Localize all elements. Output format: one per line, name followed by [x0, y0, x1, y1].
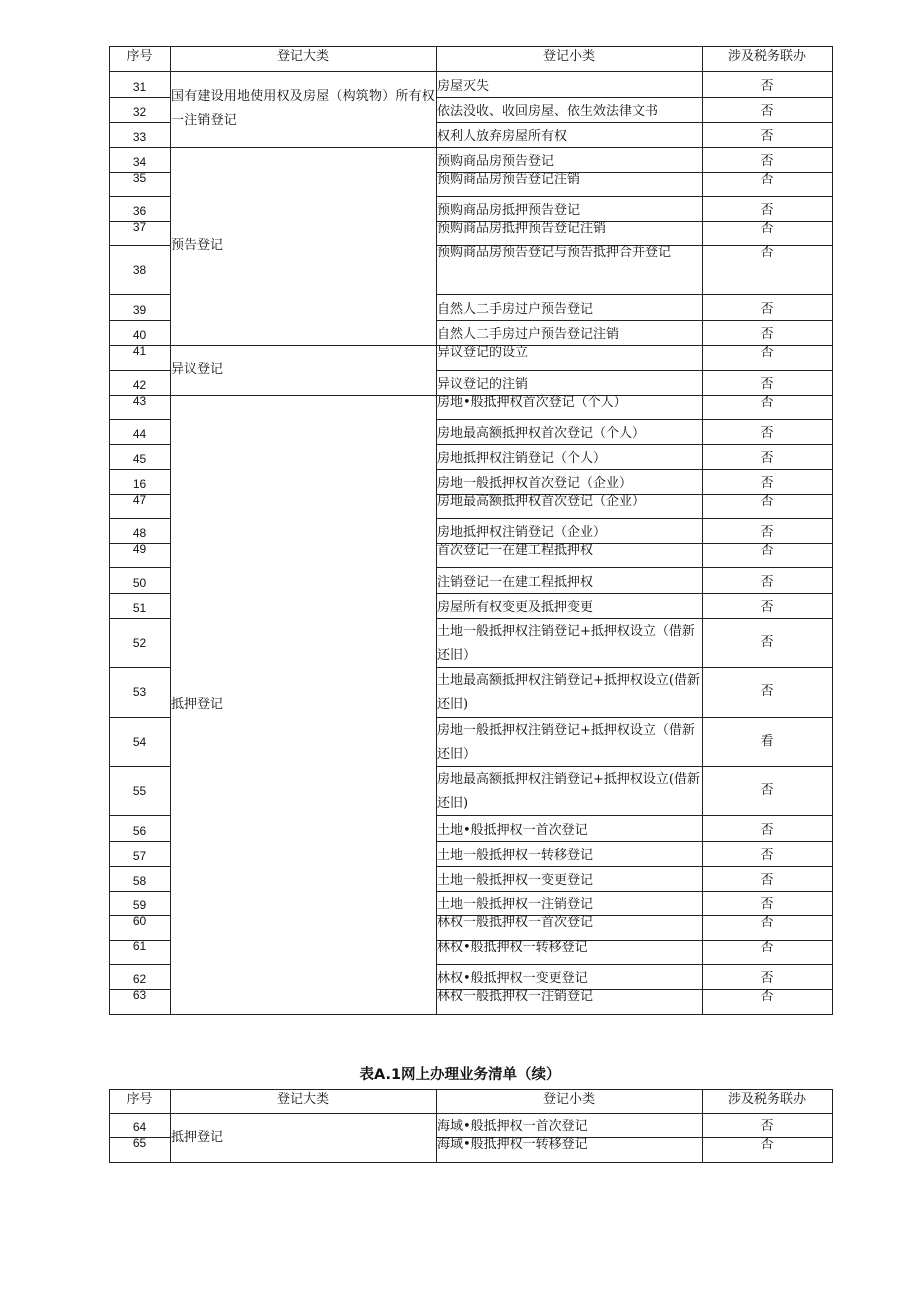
table-rule: [109, 1162, 833, 1163]
tax-joint-cell: 否: [760, 525, 774, 540]
subcategory-cell: 注销登记一在建工程抵押权: [437, 575, 594, 590]
column-header: 序号: [126, 1092, 153, 1107]
tax-joint-cell: 否: [760, 634, 774, 650]
subcategory-cell: 首次登记一在建工程抵押权: [437, 543, 594, 558]
row-number: 60: [132, 914, 147, 928]
subcategory-cell: 房地•般抵押权首次登记（个人）: [437, 395, 627, 410]
subcategory-cell: 预购商品房抵押预告登记注销: [437, 221, 607, 236]
subcategory-cell: 自然人二手房过户预告登记注销: [437, 327, 620, 342]
subcategory-cell: 林权一般抵押权一注销登记: [437, 989, 594, 1004]
row-number: 43: [132, 394, 147, 408]
tax-joint-cell: 否: [760, 782, 774, 798]
table-rule: [109, 518, 170, 519]
table-rule: [436, 419, 832, 420]
row-number: 32: [132, 105, 147, 119]
column-header: 登记大类: [276, 1092, 329, 1107]
tax-joint-cell: 否: [760, 575, 774, 590]
category-cell: 抵押登记: [171, 696, 224, 712]
subcategory-cell: 预购商品房预告登记注销: [437, 172, 581, 187]
table-rule: [109, 71, 832, 72]
tax-joint-cell: 否: [760, 172, 774, 187]
category-cell: 抵押登记: [171, 1129, 224, 1145]
table-rule: [109, 370, 170, 371]
tax-joint-cell: 否: [760, 327, 774, 342]
column-header: 登记大类: [276, 49, 329, 64]
subcategory-cell: 房地抵押权注销登记（企业）: [437, 525, 607, 540]
row-number: 65: [132, 1136, 147, 1150]
tax-joint-cell: 否: [760, 221, 774, 236]
tax-joint-cell: 否: [760, 203, 774, 218]
category-cell: 国有建设用地使用权及房屋（构筑物）所有权一注销登记: [171, 89, 436, 128]
row-number: 58: [132, 874, 147, 888]
row-number: 37: [132, 220, 147, 234]
subcategory-cell: 房屋灭失: [437, 79, 490, 94]
table-rule: [436, 196, 832, 197]
table-rule: [109, 196, 170, 197]
row-number: 38: [132, 262, 147, 277]
row-number: 56: [132, 824, 147, 838]
row-number: 59: [132, 898, 147, 912]
tax-joint-cell: 否: [760, 989, 774, 1004]
tax-joint-cell: 否: [760, 823, 774, 838]
tax-joint-cell: 否: [760, 600, 774, 615]
tax-joint-cell: 否: [760, 345, 774, 360]
row-number: 64: [132, 1120, 147, 1134]
table-rule: [109, 766, 170, 767]
subcategory-cell: 房地一般抵押权首次登记（企业）: [437, 476, 633, 491]
tax-joint-cell: 否: [760, 1119, 774, 1134]
subcategory-cell: 预购商品房抵押预告登记: [437, 203, 581, 218]
subcategory-cell: 异议登记的设立: [437, 345, 529, 360]
tax-joint-cell: 否: [760, 848, 774, 863]
row-number: 51: [132, 601, 147, 615]
table-rule: [436, 567, 832, 568]
row-number: 16: [132, 477, 147, 491]
column-header: 涉及税务联办: [727, 49, 806, 64]
table-rule: [109, 419, 170, 420]
row-number: 40: [132, 328, 147, 342]
tax-joint-cell: 否: [760, 1137, 774, 1152]
tax-joint-cell: 否: [760, 129, 774, 144]
subcategory-cell: 海域•般抵押权一首次登记: [437, 1119, 588, 1134]
tax-joint-cell: 否: [760, 684, 774, 699]
row-number: 44: [132, 427, 147, 441]
row-number: 36: [132, 204, 147, 218]
column-header: 登记小类: [542, 1092, 595, 1107]
table-rule: [170, 147, 436, 148]
tax-joint-cell: 否: [760, 377, 774, 392]
subcategory-cell: 海域•般抵押权一转移登记: [437, 1137, 588, 1152]
row-number: 35: [132, 171, 147, 185]
row-number: 45: [132, 452, 147, 466]
tax-joint-cell: 否: [760, 897, 774, 912]
subcategory-cell: 房地最高额抵押权首次登记（个人）: [437, 426, 646, 441]
subcategory-cell: 土地最高额抵押权注销登记+抵押权设立(借新还旧): [437, 673, 700, 712]
column-header: 涉及税务联办: [727, 1092, 806, 1107]
tax-joint-cell: 否: [760, 915, 774, 930]
table-rule: [109, 1014, 833, 1015]
row-number: 57: [132, 849, 147, 863]
table-rule: [109, 294, 170, 295]
row-number: 33: [132, 130, 147, 144]
tax-joint-cell: 否: [760, 245, 774, 260]
subcategory-cell: 林权一般抵押权一首次登记: [437, 915, 594, 930]
tax-joint-cell: 否: [760, 79, 774, 94]
tax-joint-cell: 否: [760, 426, 774, 441]
tax-joint-cell: 否: [760, 451, 774, 466]
column-header: 登记小类: [542, 49, 595, 64]
table-rule: [109, 667, 170, 668]
category-cell: 预告登记: [171, 238, 224, 253]
table-rule: [109, 815, 170, 816]
row-number: 39: [132, 303, 147, 317]
subcategory-cell: 自然人二手房过户预告登记: [437, 302, 594, 317]
row-number: 52: [132, 635, 147, 650]
table-rule: [109, 964, 170, 965]
subcategory-cell: 林权•般抵押权一转移登记: [437, 940, 588, 955]
row-number: 41: [132, 344, 147, 358]
row-number: 61: [132, 939, 147, 953]
row-number: 62: [132, 972, 147, 986]
subcategory-cell: 土地•般抵押权一首次登记: [437, 823, 588, 838]
row-number: 48: [132, 526, 147, 540]
tax-joint-cell: 否: [760, 494, 774, 509]
subcategory-cell: 依法没收、收回房屋、依生效法律文书: [437, 104, 659, 119]
table-rule: [109, 717, 170, 718]
row-number: 53: [132, 685, 147, 699]
row-number: 63: [132, 988, 147, 1002]
tax-joint-cell: 否: [760, 873, 774, 888]
subcategory-cell: 异议登记的注销: [437, 377, 529, 392]
row-number: 49: [132, 542, 147, 556]
subcategory-cell: 房地最高额抵押权注销登记+抵押权设立(借新还旧): [437, 772, 700, 811]
subcategory-cell: 房地一般抵押权注销登记+抵押权设立（借新还旧）: [437, 723, 695, 762]
table-rule: [436, 370, 832, 371]
subcategory-cell: 房地抵押权注销登记（个人）: [437, 451, 607, 466]
subcategory-cell: 房地最高额抵押权首次登记（企业）: [437, 494, 646, 509]
subcategory-cell: 林权•般抵押权一变更登记: [437, 971, 588, 986]
table-rule: [436, 294, 832, 295]
table-rule: [109, 245, 170, 246]
row-number: 50: [132, 576, 147, 590]
subcategory-cell: 土地一般抵押权注销登记+抵押权设立（借新还旧）: [437, 624, 695, 663]
subcategory-cell: 预购商品房预告登记与预告抵押合并登记: [437, 245, 672, 260]
tax-joint-cell: 否: [760, 154, 774, 169]
tax-joint-cell: 看: [760, 733, 774, 749]
subcategory-cell: 权利人放弃房屋所有权: [437, 129, 568, 144]
row-number: 47: [132, 493, 147, 507]
tax-joint-cell: 否: [760, 395, 774, 410]
table-rule: [170, 46, 171, 1014]
table-rule: [170, 395, 436, 396]
table-rule: [436, 964, 832, 965]
table-rule: [170, 345, 436, 346]
subcategory-cell: 预购商品房预告登记: [437, 154, 555, 169]
tax-joint-cell: 否: [760, 476, 774, 491]
table-rule: [109, 1113, 832, 1114]
table-rule: [436, 717, 832, 718]
tax-joint-cell: 否: [760, 971, 774, 986]
table-rule: [832, 46, 833, 1014]
table-rule: [436, 518, 832, 519]
subcategory-cell: 土地一般抵押权一变更登记: [437, 873, 594, 888]
subcategory-cell: 房屋所有权变更及抵押变更: [437, 600, 594, 615]
subcategory-cell: 土地一般抵押权一转移登记: [437, 848, 594, 863]
table-caption: 表A.1网上办理业务清单（续）: [359, 1067, 561, 1083]
row-number: 55: [132, 783, 147, 798]
row-number: 54: [132, 734, 147, 749]
tax-joint-cell: 否: [760, 543, 774, 558]
table-rule: [109, 567, 170, 568]
tax-joint-cell: 否: [760, 104, 774, 119]
category-cell: 异议登记: [171, 362, 224, 377]
table-rule: [832, 1089, 833, 1162]
row-number: 42: [132, 378, 147, 392]
tax-joint-cell: 否: [760, 302, 774, 317]
column-header: 序号: [126, 49, 153, 64]
row-number: 31: [132, 80, 147, 94]
subcategory-cell: 土地一般抵押权一注销登记: [437, 897, 594, 912]
tax-joint-cell: 否: [760, 940, 774, 955]
row-number: 34: [132, 155, 147, 169]
